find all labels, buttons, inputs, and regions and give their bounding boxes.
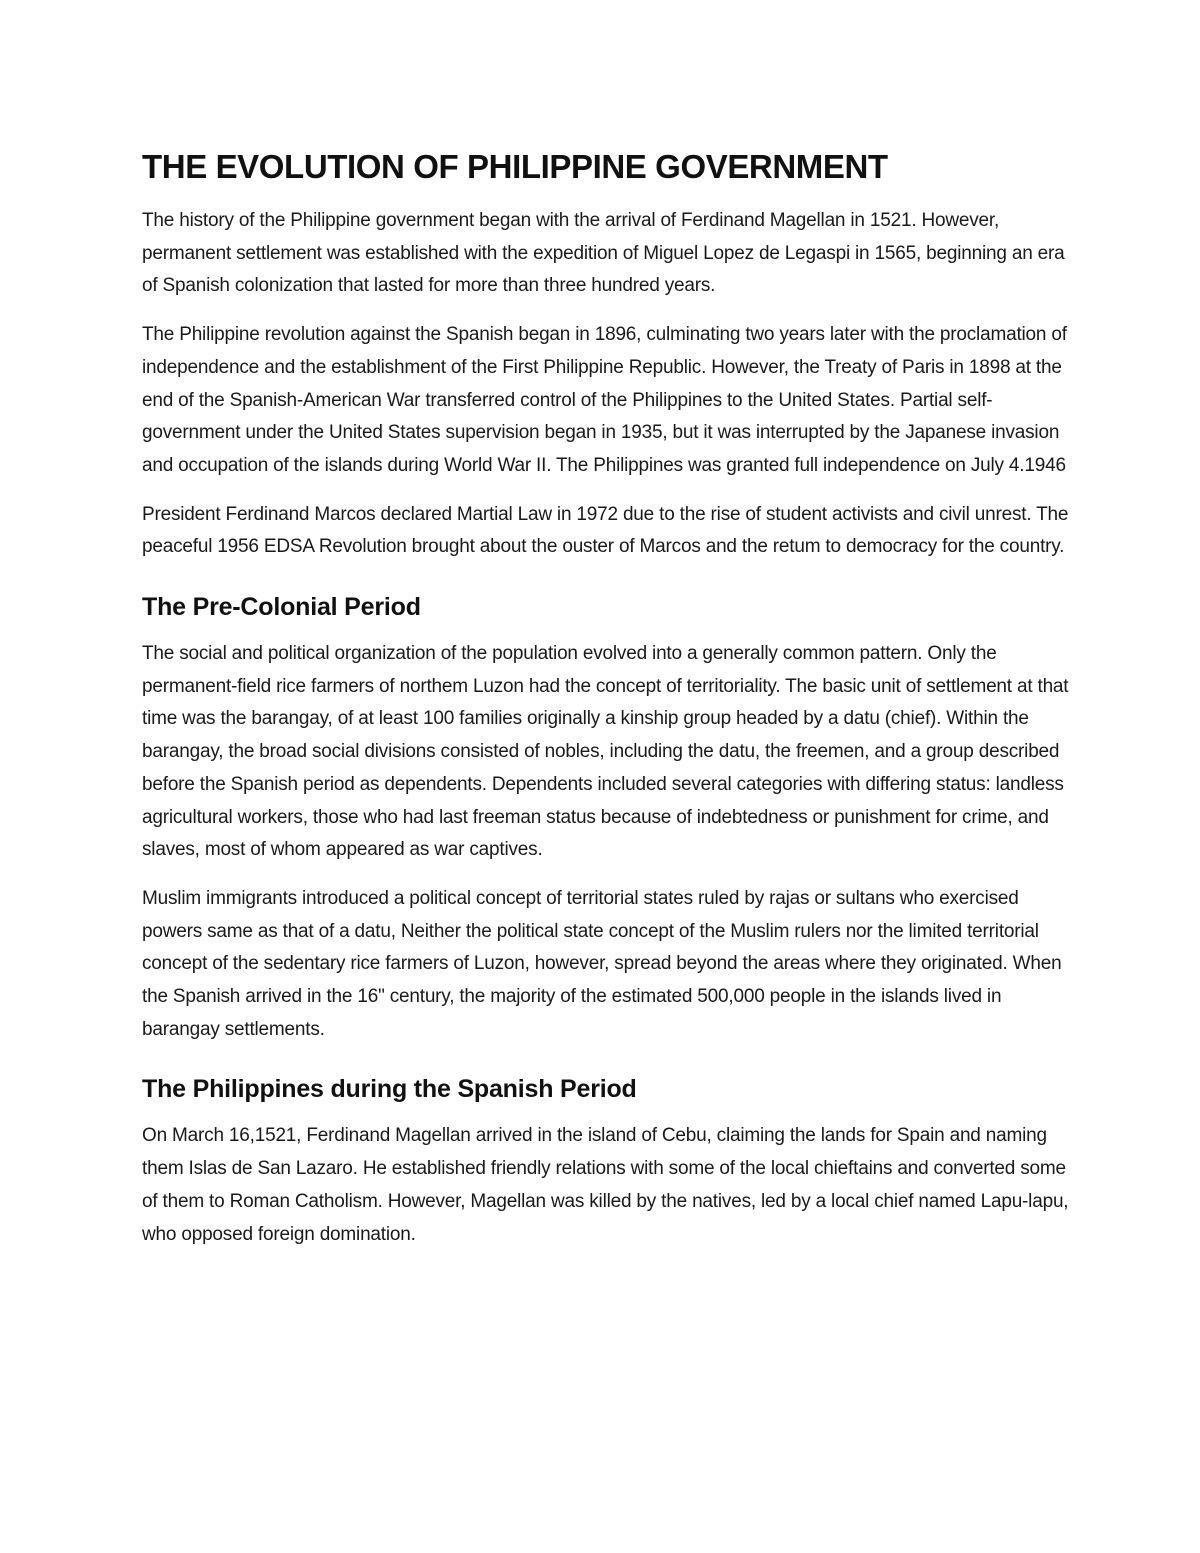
- document-body: [142, 145, 1072, 1267]
- section-spanish-period: [142, 1072, 1072, 1251]
- section-paragraph: On March 16,1521, Ferdinand Magellan arrived in the island of Cebu, claiming the lands for Spain and naming them Islas de San Lazaro. He established friendly relations with some of the local chieftains and converted some of them to Roman Catholism. However, Magellan was killed by the natives, led by a local chief named Lapu-lapu, who opposed foreign domination.: [142, 1125, 1069, 1245]
- section-paragraph: The social and political organization of the population evolved into a generally common pattern. Only the permanent-field rice farmers of northem Luzon had the concept of territoriality. The basic unit of settlement at that time was the barangay, of at least 100 families originally a kinship group headed by a datu (chief). Within the barangay, the broad social divisions consisted of nobles, including the datu, the freemen, and a group described before the Spanish period as dependents. Dependents included several categories with differing status: landless agricultural workers, those who had last freeman status because of indebtedness or punishment for crime, and slaves, most of whom appeared as war captives.: [142, 643, 1069, 861]
- intro-paragraph: The Philippine revolution against the Spanish began in 1896, culminating two years later with the proclamation of independence and the establishment of the First Philippine Republic. However, the Treaty of Paris in 1898 at the end of the Spanish-American War transferred control of the Philippines to the United States. Partial self-government under the United States supervision began in 1935, but it was interrupted by the Japanese invasion and occupation of the islands during World War II. The Philippines was granted full independence on July 4.1946: [142, 324, 1067, 476]
- section-paragraph: Muslim immigrants introduced a political concept of territorial states ruled by rajas or sultans who exercised powers same as that of a datu, Neither the political state concept of the Muslim rulers nor the limited territorial concept of the sedentary rice farmers of Luzon, however, spread beyond the areas where they originated. When the Spanish arrived in the 16" century, the majority of the estimated 500,000 people in the islands lived in barangay settlements.: [142, 887, 1062, 1040]
- intro-paragraph: The history of the Philippine government began with the arrival of Ferdinand Magellan in 1521. However, permanent settlement was established with the expedition of Miguel Lopez de Legaspi in 1565, beginning an era of Spanish colonization that lasted for more than three hundred years.: [142, 210, 1065, 297]
- section-heading: The Pre-Colonial Period: [142, 593, 421, 622]
- intro-paragraph: President Ferdinand Marcos declared Martial Law in 1972 due to the rise of student activists and civil unrest. The peaceful 1956 EDSA Revolution brought about the ouster of Marcos and the retum to democracy for the country.: [142, 503, 1069, 558]
- document-title: THE EVOLUTION OF PHILIPPINE GOVERNMENT: [142, 148, 888, 185]
- section-pre-colonial: [142, 590, 1072, 1046]
- section-heading: The Philippines during the Spanish Period: [142, 1075, 637, 1104]
